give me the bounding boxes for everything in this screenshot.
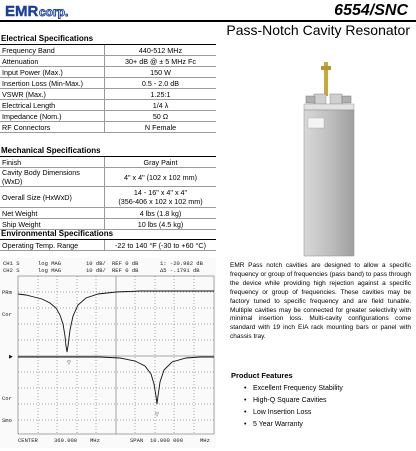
plot-ch2-scale: 10 dB/: [86, 267, 106, 274]
row-label: Overall Size (HxWxD): [0, 187, 105, 208]
svg-text:EMR: EMR: [5, 3, 39, 19]
row-value: [105, 187, 217, 208]
list-item: • High-Q Square Cavities: [230, 395, 343, 407]
table-row: [0, 168, 216, 187]
row-value: 4 lbs (1.8 kg): [105, 208, 217, 219]
row-value: N Female: [105, 122, 217, 133]
row-label: Finish: [0, 157, 105, 168]
product-description: EMR Pass notch cavities are designed to allow a specific frequency or group of frequencies (pass band) to pass through the device while providing high rejection against a specific frequency or group of frequencies. These cavities may be factory tuned to specific frequency and are field tunable. Multiple cavities may be connected for greater selectivity with minimal insertion loss. Multi-cavity configurations come standard with 19 inch EIA rack mounting bars or panel with chassis tray.: [230, 262, 411, 341]
mechanical-specs: [0, 146, 216, 230]
environmental-table: [0, 240, 216, 251]
row-label: VSWR (Max.): [0, 89, 105, 100]
list-item: • 5 Year Warranty: [230, 419, 343, 431]
row-label: Attenuation: [0, 56, 105, 67]
plot-marker-1: ▽: [67, 360, 71, 366]
table-row: [0, 89, 216, 100]
electrical-table: [0, 45, 216, 133]
row-value: 50 Ω: [105, 111, 217, 122]
plot-span-unit: MHz: [200, 437, 210, 444]
plot-side-label: Cor: [2, 311, 12, 318]
row-value: 10 lbs (4.5 kg): [105, 219, 217, 230]
plot-ch1-label: CH1 S: [3, 260, 20, 267]
plot-span-label: SPAN: [130, 437, 144, 444]
table-row: [0, 240, 216, 251]
product-photo: [300, 62, 358, 258]
electrical-specs: [0, 34, 216, 133]
mechanical-table: [0, 157, 216, 230]
plot-side-label: PRm: [2, 289, 12, 296]
plot-ch2-format: log MAG: [38, 267, 62, 274]
table-row: [0, 111, 216, 122]
plot-ch2-marker: Δ5 -.1791 dB: [160, 267, 200, 274]
row-value: -22 to 140 °F (-30 to +60 °C): [105, 240, 217, 251]
row-label: Frequency Band: [0, 45, 105, 56]
row-label: Cavity Body Dimensions (WxD): [0, 168, 105, 187]
table-row: [0, 219, 216, 230]
row-value: 150 W: [105, 67, 217, 78]
features-list: [230, 383, 343, 431]
row-label: Ship Weight: [0, 219, 105, 230]
row-label: Input Power (Max.): [0, 67, 105, 78]
plot-ch1-ref: REF 0 dB: [112, 260, 139, 267]
plot-center-value: 360.000: [54, 437, 78, 444]
mechanical-title: Mechanical Specifications: [0, 146, 216, 157]
environmental-specs: [0, 229, 216, 251]
plot-ch2-ref: REF 0 dB: [112, 267, 139, 274]
row-value: 1/4 λ: [105, 100, 217, 111]
table-row: [0, 187, 216, 208]
plot-marker-2: ▽: [155, 412, 159, 418]
plot-side-label: Cor: [2, 395, 12, 402]
row-value: 1.25:1: [105, 89, 217, 100]
network-analyzer-plot: [0, 258, 216, 448]
svg-text:corp.: corp.: [39, 5, 69, 19]
row-label: Electrical Length: [0, 100, 105, 111]
plot-center-unit: MHz: [90, 437, 100, 444]
row-label: RF Connectors: [0, 122, 105, 133]
plot-side-label: Smo: [2, 417, 12, 424]
table-row: [0, 157, 216, 168]
features-title: Product Features: [231, 371, 293, 380]
plot-ch1-format: log MAG: [38, 260, 62, 267]
row-label: Impedance (Nom.): [0, 111, 105, 122]
plot-ch1-marker: 1: -20.982 dB: [160, 260, 203, 267]
plot-ref-marker: ▶: [9, 354, 13, 360]
plot-center-label: CENTER: [18, 437, 38, 444]
list-item: • Excellent Frequency Stability: [230, 383, 343, 395]
overall-size-metric: (356-406 x 102 x 102 mm): [118, 197, 203, 206]
table-row: [0, 208, 216, 219]
electrical-title: Electrical Specifications: [0, 34, 216, 45]
row-label: Operating Temp. Range: [0, 240, 105, 251]
row-label: Net Weight: [0, 208, 105, 219]
table-row: [0, 67, 216, 78]
row-label: Insertion Loss (Min-Max.): [0, 78, 105, 89]
plot-ch1-scale: 10 dB/: [86, 260, 106, 267]
row-value: 4" x 4" (102 x 102 mm): [105, 168, 217, 187]
table-row: [0, 78, 216, 89]
emr-logo: [4, 3, 84, 19]
row-value: Gray Paint: [105, 157, 217, 168]
table-row: [0, 100, 216, 111]
product-subtitle: Pass-Notch Cavity Resonator: [226, 22, 410, 38]
model-number: 6554/SNC: [334, 2, 408, 19]
plot-span-value: 10.000 000: [150, 437, 184, 444]
table-row: [0, 56, 216, 67]
environmental-title: Environmental Specifications: [0, 229, 216, 240]
table-row: [0, 45, 216, 56]
row-value: 0.5 - 2.0 dB: [105, 78, 217, 89]
row-value: 30+ dB @ ± 5 MHz Fc: [105, 56, 217, 67]
table-row: [0, 122, 216, 133]
row-value: 440-512 MHz: [105, 45, 217, 56]
overall-size-imperial: 14 - 16" x 4" x 4": [133, 188, 188, 197]
list-item: • Low Insertion Loss: [230, 407, 343, 419]
plot-ch2-label: CH2 S: [3, 267, 20, 274]
